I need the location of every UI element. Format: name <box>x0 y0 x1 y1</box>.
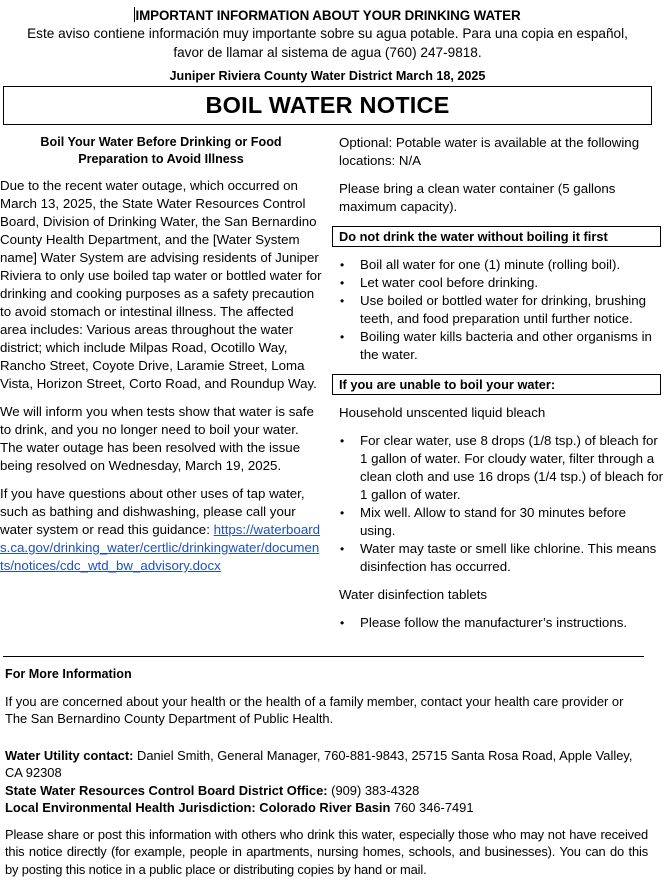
section-divider <box>3 656 644 657</box>
district-date: Juniper Riviera County Water District March 18, 2025 <box>169 69 486 83</box>
bullet-icon: • <box>340 434 345 448</box>
contacts-block <box>5 737 648 817</box>
optional-potable-text: Optional: Potable water is available at the following locations: N/A <box>339 135 640 168</box>
water-utility-contact: Water Utility contact: Daniel Smith, General Manager, 760-881-9843, 25715 Santa Rosa Road, Apple Valley, CA 92308 <box>5 747 633 780</box>
guidance-paragraph <box>0 485 322 575</box>
bullet-icon: • <box>340 330 345 344</box>
spanish-notice: Este aviso contiene información muy importante sobre su agua potable. Para una copia en español, favor de llamar al sistema de agua (760) 247-9818. <box>27 26 628 60</box>
health-concern-text: If you are concerned about your health or the health of a family member, contact your health care provider or The San Bernardino County Department of Public Health. <box>5 693 624 726</box>
boil-instructions-list <box>339 256 665 364</box>
list-item: • Let water cool before drinking. <box>340 275 539 290</box>
list-item: • Please follow the manufacturer’s instructions. <box>340 615 628 630</box>
document-title-text: IMPORTANT INFORMATION ABOUT YOUR DRINKING WATER <box>135 8 521 23</box>
list-item: • Mix well. Allow to stand for 30 minutes before using. <box>340 505 627 538</box>
outage-paragraph: Due to the recent water outage, which occurred on March 13, 2025, the State Water Resources Control Board, Division of Drinking Water, the San Bernardino County Health Department, and the [Water System name] Water System are advising residents of Juniper Riviera to only use boiled tap water or bottled water for drinking and cooking purposes as a safety precaution to avoid stomach or intestinal illness. The affected area includes: Various areas throughout the water district; which include Milpas Road, Ocotillo Way, Rancho Street, Coyote Drive, Laramie Street, Loma Vista, Horizon Street, Corto Road, and Roundup Way. <box>0 178 322 391</box>
bullet-icon: • <box>340 506 345 520</box>
bullet-icon: • <box>340 542 345 556</box>
state-board-contact: State Water Resources Control Board District Office: (909) 383-4328 <box>5 782 420 798</box>
list-item: • Water may taste or smell like chlorine. This means disinfection has occurred. <box>340 541 657 574</box>
notice-title: BOIL WATER NOTICE <box>205 92 450 118</box>
more-info-section <box>5 666 648 887</box>
list-item: • Boil all water for one (1) minute (rolling boil). <box>340 257 621 272</box>
bullet-icon: • <box>340 616 345 630</box>
right-column <box>339 134 665 642</box>
guidance-link[interactable]: https://waterboards.ca.gov/drinking_water/certlic/drinkingwater/documents/notices/cdc_wtd_bw_advisory.docx <box>0 522 321 573</box>
resolution-paragraph: We will inform you when tests show that water is safe to drink, and you no longer need to boil your water. The water outage has been resolved with the issue being resolved on Wednesday, March 19, 2025. <box>0 404 314 473</box>
bullet-icon: • <box>340 258 345 272</box>
boil-heading: Boil Your Water Before Drinking or Food Preparation to Avoid Illness <box>40 135 282 166</box>
notice-title-box <box>3 86 652 125</box>
bullet-icon: • <box>340 276 345 290</box>
left-column <box>0 134 322 585</box>
more-info-heading: For More Information <box>5 667 132 681</box>
do-not-drink-heading: Do not drink the water without boiling it first <box>332 226 661 247</box>
tablets-instructions-list <box>339 614 665 632</box>
local-health-contact: Local Environmental Health Jurisdiction: Colorado River Basin 760 346-7491 <box>5 800 474 815</box>
list-item: • Boiling water kills bacteria and other organisms in the water. <box>340 329 652 362</box>
list-item: • Use boiled or bottled water for drinking, brushing teeth, and food preparation until further notice. <box>340 293 647 326</box>
share-notice-text: Please share or post this information with others who drink this water, especially those who may not have received this notice directly (for example, people in apartments, nursing homes, schools, and businesses). You can do this by posting this notice in a public place or distributing copies by hand or mail. <box>5 826 648 877</box>
unable-to-boil-heading: If you are unable to boil your water: <box>332 374 661 395</box>
container-text: Please bring a clean water container (5 gallons maximum capacity). <box>339 181 616 214</box>
list-item: • For clear water, use 8 drops (1/8 tsp.) of bleach for 1 gallon of water. For cloudy water, filter through a clean cloth and use 16 drops (1/4 tsp.) of bleach for 1 gallon of water. <box>340 433 664 502</box>
bullet-icon: • <box>340 294 345 308</box>
bleach-label: Household unscented liquid bleach <box>339 405 546 420</box>
guidance-text: If you have questions about other uses of tap water, such as bathing and dishwashing, please call your water system or read this guidance: <box>0 486 305 537</box>
bleach-instructions-list <box>339 432 665 576</box>
tablets-label: Water disinfection tablets <box>339 587 488 602</box>
document-title <box>0 7 655 25</box>
